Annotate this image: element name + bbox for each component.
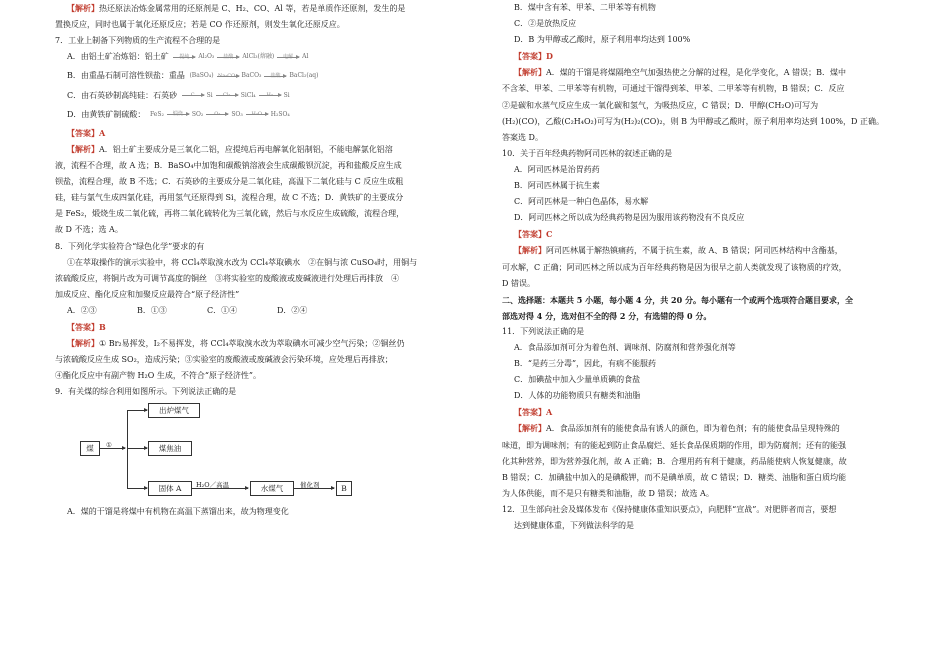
- catalyst-label: 催化剂: [300, 481, 320, 490]
- answer-label: 【答案】C: [514, 229, 553, 240]
- analysis-line: ④酯化反应中有副产物 H₂O 生成，不符合“原子经济性”。: [55, 371, 262, 381]
- process-route: 提纯 Al₂O₃ 盐酸 AlCl₃(熔融) 电解 Al: [173, 49, 308, 65]
- coal-box: 煤: [80, 441, 100, 456]
- product-b-box: B: [336, 481, 352, 496]
- question-12-stem-cont: 达到健康体重，下列做法科学的是: [514, 521, 634, 530]
- question-10-stem: 10．关于百年经典药物阿司匹林的叙述正确的是: [502, 148, 673, 158]
- analysis-line: 【解析】热还原法冶炼金属常用的还原剂是 C、H₂、CO、Al 等，若是单质作还原剂，发生的是: [67, 3, 406, 13]
- analysis-line: 【解析】A．食品添加剂有的能使食品有诱人的颜色，即为着色剂；有的能使食品呈现特殊的: [514, 423, 840, 434]
- analysis-line: 【解析】A．煤的干馏是将煤隔绝空气加强热使之分解的过程，是化学变化，A 错误；B．煤中: [514, 67, 846, 78]
- analysis-line: 液，流程不合理，故 A 选；B．BaSO₄中加饱和碳酸钠溶液会生成碳酸钡沉淀，再和盐酸反应生成: [55, 161, 402, 171]
- option-b: B．煤中含有苯、甲苯、二甲苯等有机物: [514, 3, 656, 12]
- option-a: A．由铝土矿冶炼铝：铝土矿 提纯 Al₂O₃ 盐酸 AlCl₃(熔融) 电解 Al: [55, 49, 455, 65]
- question-body: ①在萃取操作的演示实验中，将 CCl₄萃取溴水改为 CCl₄萃取碘水 ②在铜与浓 CuSO₄时，用铜与: [67, 257, 418, 267]
- analysis-line: D 错误。: [502, 278, 535, 288]
- question-12-stem: 12．卫生部向社会及媒体发布《保持健康体重知识要点》，向肥胖“宣战”。对肥胖者而言，要想: [502, 504, 837, 514]
- left-column: [55, 0, 455, 521]
- option-a: A．阿司匹林是治胃药药: [514, 164, 600, 174]
- gas-box: 出炉煤气: [148, 403, 200, 418]
- analysis-line: 可水解，C 正确；阿司匹林之所以成为百年经典药物是因为很早之前人类就发现了该物质的疗效，: [502, 262, 847, 272]
- analysis-line: 化其种营养，即为营养强化剂，故 A 正确；B．合理用药有利于健康，药品能使病人恢复健康，故: [502, 456, 847, 466]
- right-column: [502, 0, 902, 534]
- answer-label: 【答案】B: [67, 321, 106, 332]
- question-body: 加成反应、酯化反应和加聚反应最符合“原子经济性”: [55, 289, 240, 299]
- option-a: A．煤的干馏是将煤中有机物在高温下蒸馏出来，故为物理变化: [67, 507, 289, 517]
- option-c: C．①④: [207, 305, 238, 315]
- option-b: B．“是药三分毒”，因此，有病不能服药: [514, 359, 657, 369]
- option-c: C．由石英砂制高纯硅：石英砂 C Si Cl₂ SiCl₄ H₂ Si: [55, 88, 455, 104]
- section-heading: 二、选择题：本题共 5 小题，每小题 4 分，共 20 分。每小题有一个或两个选项符合题目要求，全: [502, 294, 853, 305]
- condition-label: H₂O／高温: [196, 481, 230, 490]
- tar-box: 煤焦油: [148, 441, 192, 456]
- option-c: C．②是放热反应: [514, 19, 577, 29]
- solid-a-box: 固体 A: [148, 481, 192, 496]
- option-b: B．由重晶石制可溶性钡盐：重晶 (BaSO₄) Na₂CO₃ BaCO₃ 盐酸 BaCl₂(aq): [55, 68, 455, 84]
- analysis-tag: 【解析】: [67, 143, 99, 154]
- analysis-line: 【解析】A．铝土矿主要成分是三氧化二铝，应提纯后再电解氧化铝制铝，不能电解氯化铝溶: [67, 143, 393, 154]
- analysis-line: ②是碳和水蒸气反应生成一氧化碳和氢气，为吸热反应，C 错误；D．甲醇(CH₂O)可写为: [502, 100, 819, 110]
- question-9-stem: 9．有关煤的综合利用如图所示。下列说法正确的是: [55, 387, 237, 397]
- analysis-line: 为人体供能，而不是只有糖类和油脂，故 D 错误；故选 A。: [502, 488, 714, 498]
- analysis-tag: 【解析】: [514, 67, 546, 78]
- option-d: D．阿司匹林之所以成为经典药物是因为服用该药物没有不良反应: [514, 213, 745, 223]
- analysis-line: B 错误；C．加碘盐中加入的是碘酸钾，而不是碘单质，故 C 错误；D．糖类、油脂和蛋白质均能: [502, 472, 847, 482]
- analysis-line: 硅，硅与氯气生成四氯化硅，再用氢气还原得到 Si，流程合理，故 C 不选；D．黄铁矿的主要成分: [55, 193, 404, 203]
- analysis-line: 置换反应，同时也属于氧化还原反应；若是 CO 作还原剂，则发生氧化还原反应。: [55, 20, 345, 30]
- answer-label: 【答案】A: [514, 407, 553, 418]
- options-row: [55, 303, 455, 319]
- option-a: A．食品添加剂可分为着色剂、调味剂、防腐剂和营养强化剂等: [514, 342, 736, 352]
- analysis-tag: 【解析】: [67, 338, 99, 349]
- question-7-stem: 7．工业上制备下列物质的生产流程不合理的是: [55, 36, 221, 46]
- analysis-line: 故 D 不选；选 A。: [55, 225, 123, 235]
- process-route: (BaSO₄) Na₂CO₃ BaCO₃ 盐酸 BaCl₂(aq): [189, 72, 319, 80]
- analysis-tag: 【解析】: [514, 423, 546, 434]
- analysis-line: 是 FeS₂，煅烧生成二氧化硫，再将二氧化硫转化为三氧化硫，然后与水反应生成硫酸，流程合理，: [55, 209, 405, 219]
- section-heading: 部选对得 4 分，选对但不全的得 2 分，有选错的得 0 分。: [502, 310, 712, 321]
- option-c: C．加碘盐中加入少量单质碘的食盐: [514, 375, 641, 385]
- analysis-line: (H₂)(CO)，乙酸(C₂H₄O₂)可写为(H₂)₂(CO)₂，则 B 为甲醇或乙酸时，原子利用率均达到 100%，D 正确。: [502, 116, 884, 126]
- option-b: B．①③: [137, 305, 167, 315]
- water-gas-box: 水煤气: [250, 481, 294, 496]
- analysis-line: 不含苯、甲苯、二甲苯等有机物，可通过干馏得到苯、甲苯、二甲苯等有机物，B 错误；C．反应: [502, 84, 845, 94]
- coal-utilization-diagram: [80, 403, 455, 498]
- step-label: ①: [106, 441, 112, 450]
- analysis-line: 与浓硫酸反应生成 SO₂，造成污染；③实验室的废酸液或废碱液会污染环境，应处理后再排放；: [55, 355, 393, 365]
- analysis-line: 【解析】阿司匹林属于解热镇痛药，不属于抗生素，故 A、B 错误；阿司匹林结构中含酯基，: [514, 245, 843, 256]
- option-d: D．B 为甲醇或乙酸时，原子利用率均达到 100%: [514, 35, 691, 45]
- question-8-stem: 8．下列化学实验符合“绿色化学”要求的有: [55, 241, 205, 251]
- option-d: D．由黄铁矿制硫酸： FeS₂ 煅烧 SO₂ O₂ SO₃ H₂O H₂SO₄: [55, 107, 455, 123]
- analysis-tag: 【解析】: [67, 3, 99, 13]
- analysis-line: 味道，即为调味剂；有的能起到防止食品腐烂、延长食品保质期的作用，即为防腐剂；还有的能强: [502, 440, 846, 450]
- option-d: D．人体的功能物质只有糖类和油脂: [514, 391, 641, 401]
- question-body: 浓硫酸反应，将铜片改为可调节高度的铜丝 ③将实验室的废酸液或废碱液进行处理后再排放 ④: [55, 273, 399, 283]
- option-d: D．②④: [277, 305, 308, 315]
- answer-label: 【答案】A: [67, 127, 106, 138]
- question-11-stem: 11．下列说法正确的是: [502, 326, 585, 336]
- option-c: C．阿司匹林是一种白色晶体，易水解: [514, 197, 649, 207]
- option-b: B．阿司匹林属于抗生素: [514, 181, 600, 191]
- analysis-line: 答案选 D。: [502, 132, 543, 142]
- analysis-line: 钡盐，流程合理，故 B 不选；C．石英砂的主要成分是二氧化硅，高温下二氧化硅与 C 反应生成粗: [55, 177, 404, 187]
- analysis-tag: 【解析】: [514, 245, 546, 256]
- analysis-line: 【解析】① Br₂易挥发，I₂不易挥发，将 CCl₄萃取溴水改为萃取碘水可减少空气污染；②铜丝仍: [67, 338, 405, 349]
- process-route: C Si Cl₂ SiCl₄ H₂ Si: [182, 88, 290, 104]
- answer-label: 【答案】D: [514, 51, 553, 62]
- process-route: FeS₂ 煅烧 SO₂ O₂ SO₃ H₂O H₂SO₄: [149, 110, 290, 118]
- option-a: A．②③: [67, 305, 97, 315]
